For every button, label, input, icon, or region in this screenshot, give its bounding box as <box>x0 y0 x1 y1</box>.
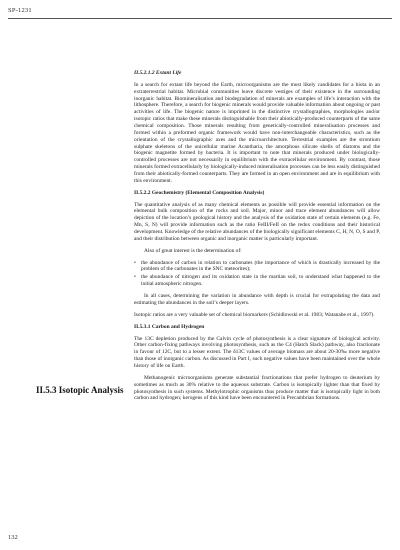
bullet-list <box>134 260 380 288</box>
paragraph-carbon: The 13C depletion produced by the Calvin cycle of photosynthesis is a clear signature of biological activity. Other carbon-fixing pathways involving photosynthesis, such as the C4 (Hatch Slack) pathway, also fractionate in favour of 12C, but to a lesser extent. The δ13C values of average biomass are about 20-30‰ more negative than those of inorganic carbon. As discussed in Part I, such negative values have been maintained over the whole history of life on Earth. <box>134 335 380 369</box>
bullet-icon: • <box>134 274 136 281</box>
paragraph-depth: In all cases, determining the variation in abundance with depth is crucial for extrapolating the data and estimating the abundances in the soil’s deeper layers. <box>134 293 380 306</box>
page-number: 132 <box>8 534 18 541</box>
list-item-text: the abundance of nitrogen and its oxidation state in the martian soil, to understand what happened to the initial atmospheric nitrogen. <box>141 274 380 288</box>
subsection-heading-geochemistry: II.5.2.2 Geochemistry (Elemental Composition Analysis) <box>134 189 265 196</box>
subsection-heading-extant-life: II.5.2.1.2 Extant Life <box>134 70 182 76</box>
paragraph-geochemistry: The quantitative analysis of as many chemical elements as possible will provide essential information on the elemental bulk composition of the rocks and soil. Major, minor and trace element abundances will allow depiction of the location’s geological history and the analysis of the oxidation state of certain elements (e.g. Fe, Mn, S, N) will provide information such as the ratio FeIII/FeII on the redox conditions and their historical development. Knowledge of the relative abundances of the biologically significant elements C, H, N, O, S and P, and their distribution between organic and inorganic matter is particularly important. <box>134 201 380 242</box>
section-title: II.5.3 Isotopic Analysis <box>36 385 124 395</box>
list-item <box>134 274 380 288</box>
paragraph-methanogenic: Methanogenic microorganisms generate substantial fractionations that prefer hydrogen to deuterium by sometimes as much as 30% relative to the aqueous substrate. Carbon is isotopically lighter than that fixed by photosynthesis in such systems. Methylotrophic organisms thus produce matter that is isotopically light in both carbon and hydrogen; kerogens of this kind have been encountered in Precambrian formations. <box>134 374 380 402</box>
paragraph-interest: Also of great interest is the determination of: <box>144 247 242 254</box>
bullet-icon: • <box>134 259 136 266</box>
document-code: SP-1231 <box>8 7 32 14</box>
paragraph-extant-life: In a search for extant life beyond the Earth, microorganisms are the most likely candidates for a biota in an extraterrestrial habitat. Microbial communities leave discrete vestiges of their existence in the surrounding inorganic habitat. Biomineralisation and biodegradation of minerals are examples of life’s interaction with the lithosphere. Therefore, a search for biogenic minerals would provide valuable information about ongoing or past activities of life. The biogenic nature is imprinted in the distinctive crystallographies, morphologies and/or isotopic ratios that make these minerals distinguishable from their abiotically-produced counterparts of the same chemical composition. Those minerals resulting from genetically-controlled mineralisation processes and formed within a preformed organic framework would have non-interchangeable characteristics, such as the orientation of the crystallographic axes and the microarchitecture. Terrestrial examples are the strontium sulphate skeletons of the unicellular marine Acantharia, the amorphous silicate shells of diatoms and the biogenic magnetite formed by bacteria. It is important to note that minerals produced under biologically-controlled processes are not necessarily in equilibrium with the extracellular environment. By contrast, those minerals formed extracellularly by biologically-induced mineralisation processes can be less easily distinguished from their abiotically-formed counterparts. They are formed in an open environment and are in equilibrium with this environment. <box>134 81 380 184</box>
header-rule <box>8 18 392 19</box>
list-item-text: the abundance of carbon in relation to carbonates (the importance of which is drastically increased by the problem of the carbonates in the SNC meteorites); <box>141 259 380 273</box>
list-item <box>134 260 380 274</box>
paragraph-isotopic-intro: Isotopic ratios are a very valuable set of chemical biomarkers (Schidlowski et al. 1983; Watanabe et al., 1997). <box>134 311 375 318</box>
text-column <box>134 70 380 407</box>
subsection-heading-carbon-hydrogen: II.5.3.1 Carbon and Hydrogen <box>134 323 205 330</box>
